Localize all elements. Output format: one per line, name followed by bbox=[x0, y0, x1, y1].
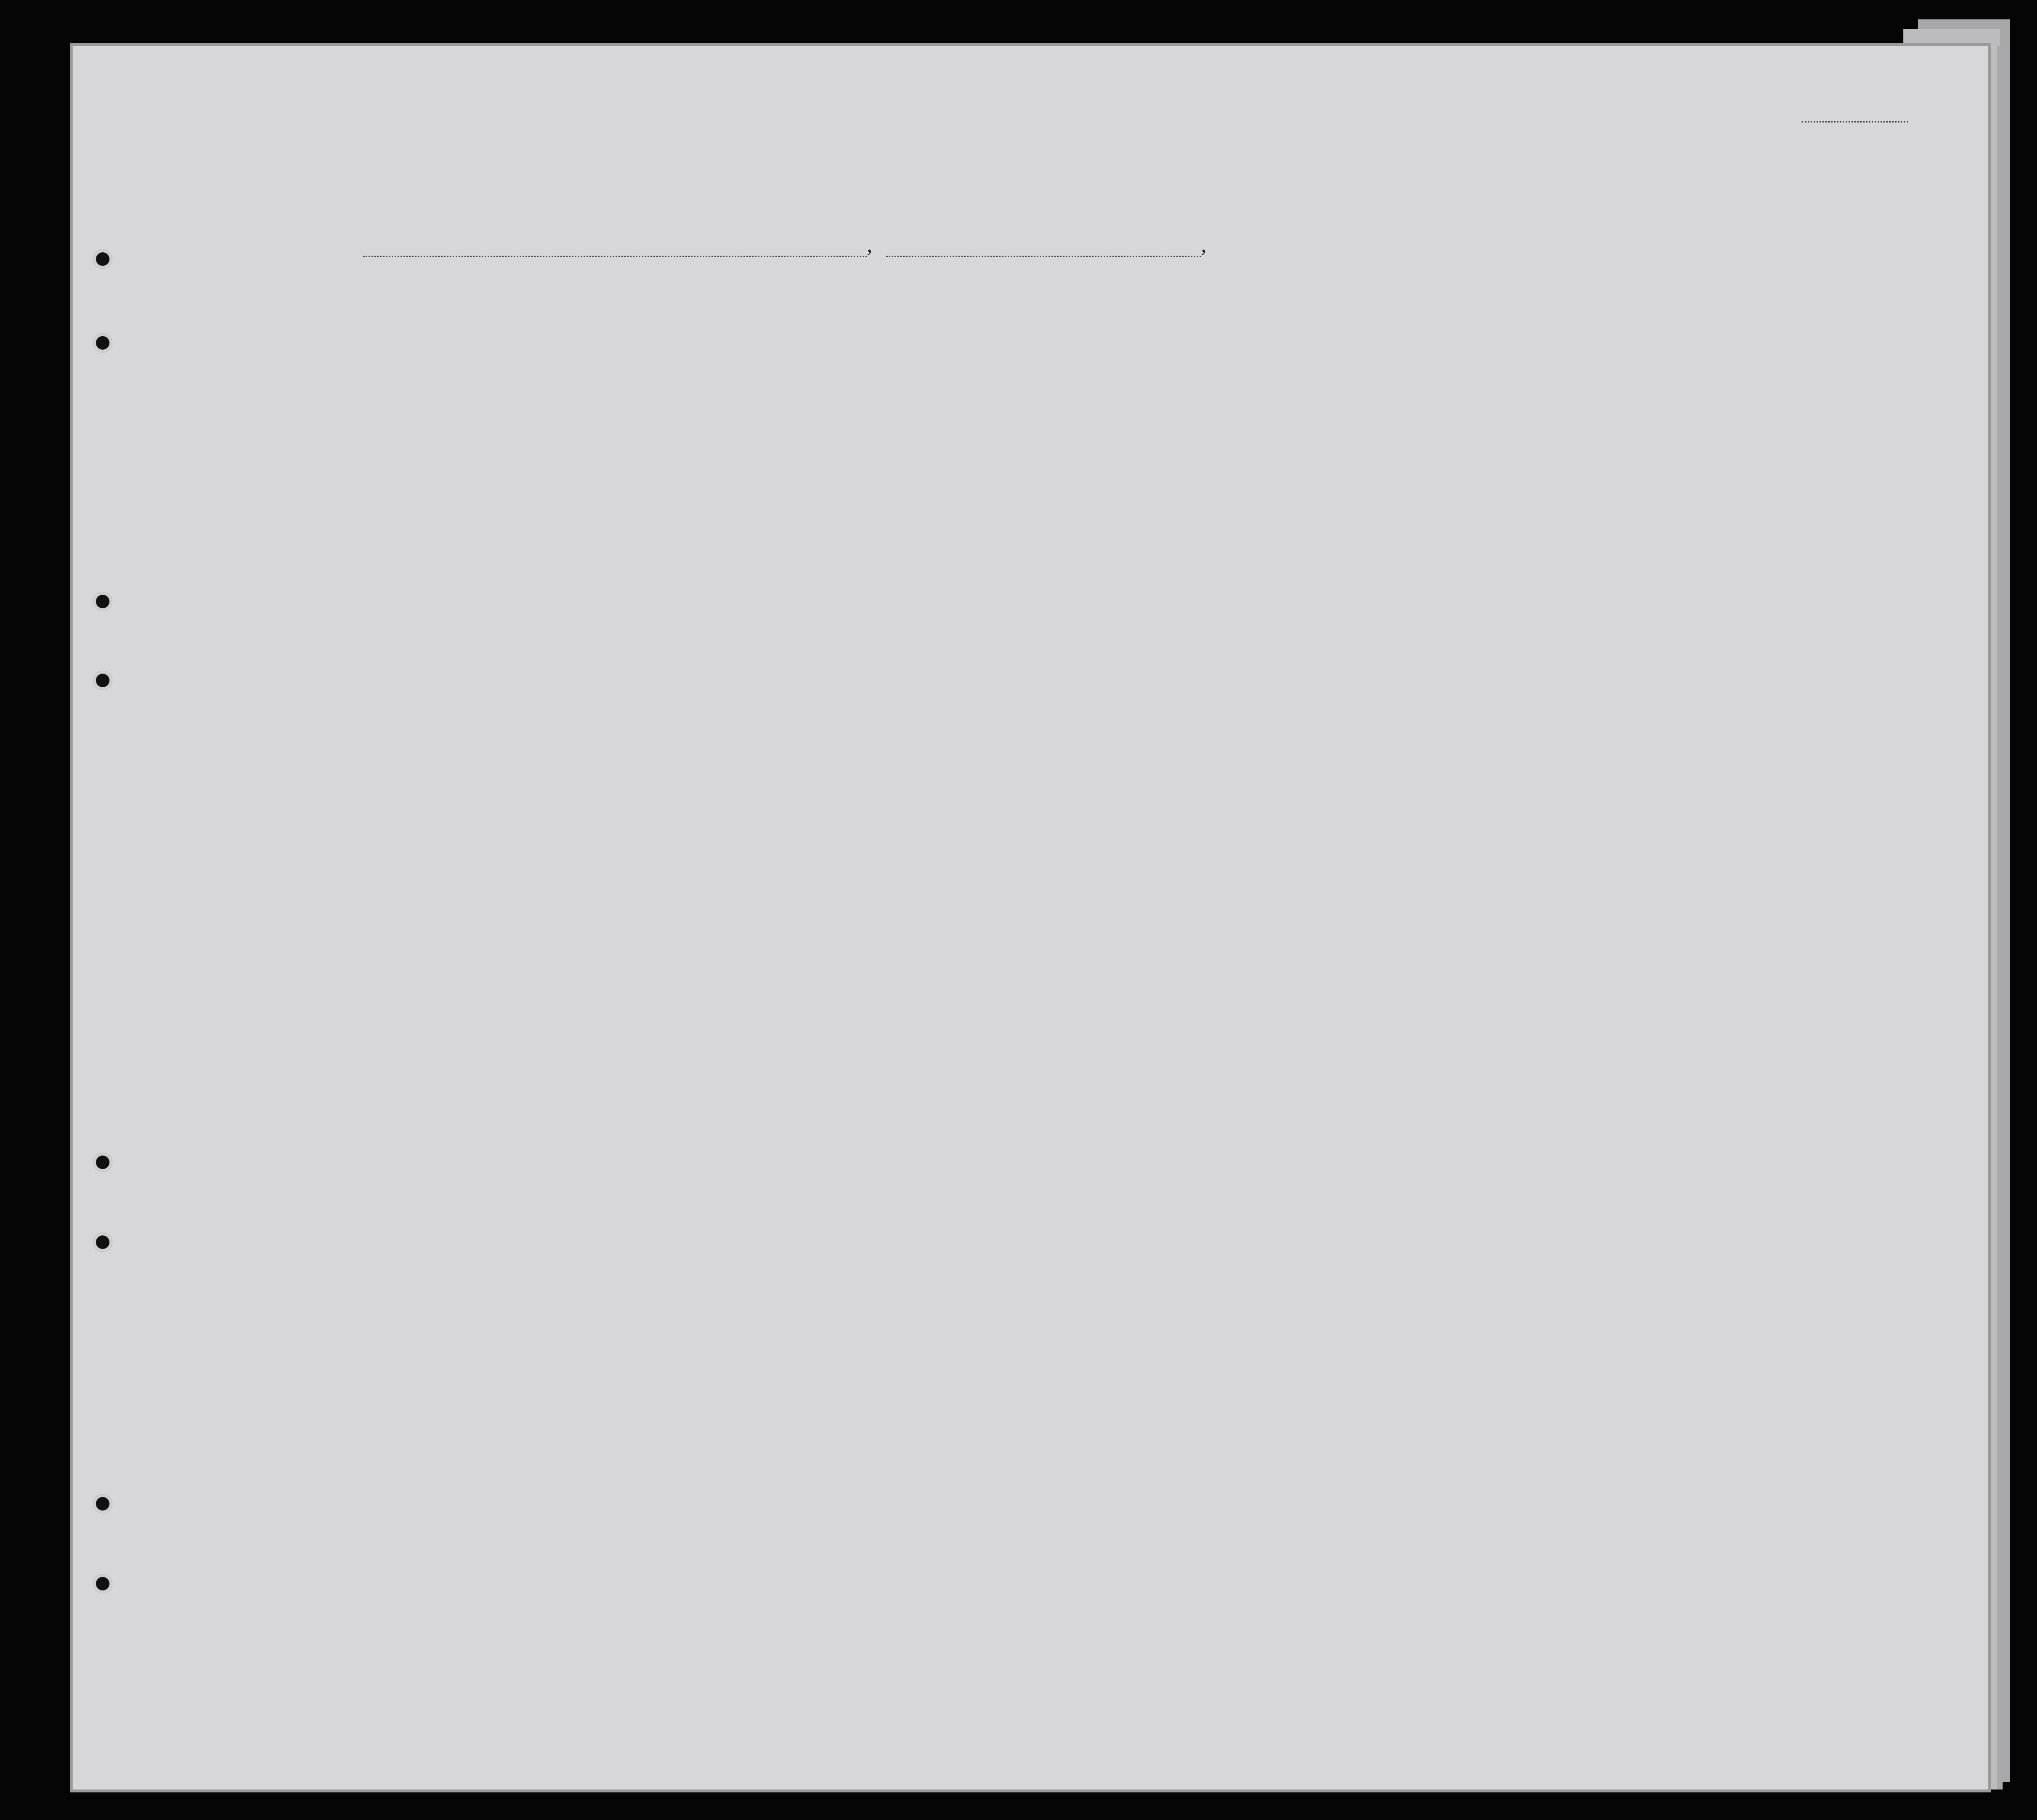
punch-hole bbox=[93, 1574, 112, 1593]
port-line bbox=[363, 256, 867, 257]
comma: , bbox=[867, 233, 872, 257]
punch-hole bbox=[93, 592, 112, 611]
punch-hole bbox=[93, 1153, 112, 1172]
punch-hole bbox=[93, 333, 112, 353]
date-line bbox=[886, 256, 1201, 257]
comma: , bbox=[1201, 233, 1206, 257]
punch-hole bbox=[93, 671, 112, 690]
list-line bbox=[1802, 121, 1908, 123]
punch-hole bbox=[93, 249, 112, 269]
punch-hole bbox=[93, 1494, 112, 1513]
punch-hole bbox=[93, 1233, 112, 1252]
